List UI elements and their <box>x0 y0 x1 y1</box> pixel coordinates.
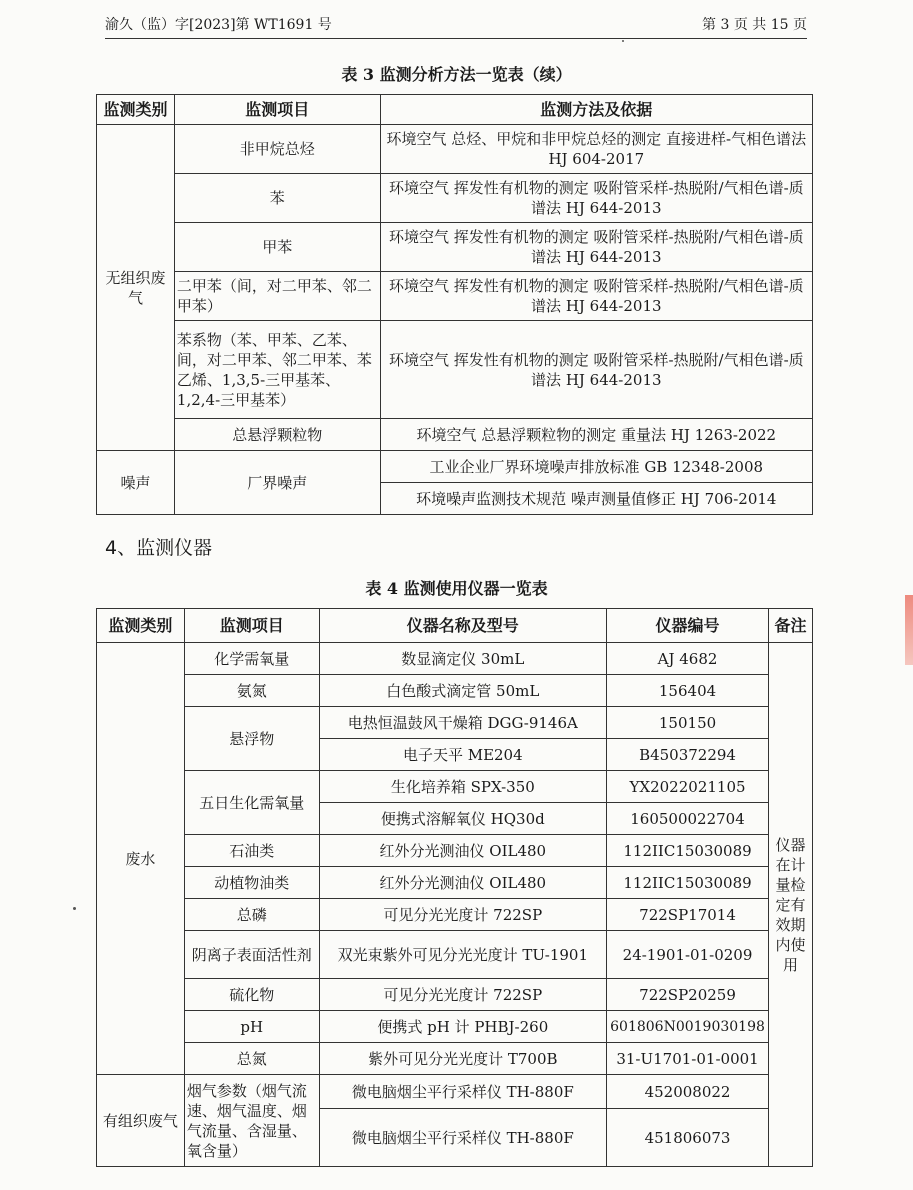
method-table <box>96 94 813 515</box>
instrument-cell: 微电脑烟尘平行采样仪 TH-880F <box>319 1075 606 1109</box>
method-cell: 环境空气 总烃、甲烷和非甲烷总烃的测定 直接进样-气相色谱法 HJ 604-2017 <box>380 125 812 174</box>
header-category: 监测类别 <box>97 609 185 643</box>
header-instrument: 仪器名称及型号 <box>319 609 606 643</box>
number-cell: 451806073 <box>607 1109 769 1167</box>
number-cell: B450372294 <box>607 739 769 771</box>
method-cell: 环境空气 挥发性有机物的测定 吸附管采样-热脱附/气相色谱-质谱法 HJ 644-2013 <box>380 223 812 272</box>
stamp-edge <box>905 595 913 665</box>
item-cell: 烟气参数（烟气流速、烟气温度、烟气流量、含湿量、氧含量） <box>184 1075 319 1167</box>
note-text: 仪器在计量检定有效期内使用 <box>775 835 806 974</box>
item-cell: 甲苯 <box>174 223 380 272</box>
item-cell: 总磷 <box>184 899 319 931</box>
number-cell: 601806N0019030198 <box>607 1011 769 1043</box>
item-cell: 动植物油类 <box>184 867 319 899</box>
number-cell: 160500022704 <box>607 803 769 835</box>
instrument-table <box>96 608 813 1167</box>
item-cell: 苯系物（苯、甲苯、乙苯、间，对二甲苯、邻二甲苯、苯乙烯、1,3,5-三甲基苯、1,2,4-三甲基苯） <box>174 321 380 419</box>
item-cell: 化学需氧量 <box>184 643 319 675</box>
table3-caption: 表 3 监测分析方法一览表（续） <box>341 65 572 84</box>
instrument-cell: 微电脑烟尘平行采样仪 TH-880F <box>319 1109 606 1167</box>
number-cell: 156404 <box>607 675 769 707</box>
item-cell: 总悬浮颗粒物 <box>174 419 380 451</box>
category-cell: 噪声 <box>97 451 175 515</box>
page-header <box>105 14 807 39</box>
item-cell: 非甲烷总烃 <box>174 125 380 174</box>
item-cell: 二甲苯（间，对二甲苯、邻二甲苯） <box>174 272 380 321</box>
item-cell: 氨氮 <box>184 675 319 707</box>
category-cell <box>97 125 175 451</box>
item-cell: 厂界噪声 <box>174 451 380 515</box>
page-number: 第 3 页 共 15 页 <box>702 17 807 33</box>
number-cell: 722SP17014 <box>607 899 769 931</box>
method-cell: 环境噪声监测技术规范 噪声测量值修正 HJ 706-2014 <box>380 483 812 515</box>
instrument-cell: 白色酸式滴定管 50mL <box>319 675 606 707</box>
number-cell: 150150 <box>607 707 769 739</box>
header-item: 监测项目 <box>174 95 380 125</box>
header-method: 监测方法及依据 <box>380 95 812 125</box>
instrument-cell: 便携式 pH 计 PHBJ-260 <box>319 1011 606 1043</box>
scan-speck <box>622 40 624 42</box>
number-cell: AJ 4682 <box>607 643 769 675</box>
scan-speck <box>73 907 76 910</box>
table4-caption: 表 4 监测使用仪器一览表 <box>365 579 548 598</box>
instrument-cell: 双光束紫外可见分光光度计 TU-1901 <box>319 931 606 979</box>
instrument-cell: 便携式溶解氧仪 HQ30d <box>319 803 606 835</box>
instrument-cell: 可见分光光度计 722SP <box>319 899 606 931</box>
item-cell: 五日生化需氧量 <box>184 771 319 835</box>
number-cell: 31-U1701-01-0001 <box>607 1043 769 1075</box>
report-number: 渝久（监）字[2023]第 WT1691 号 <box>105 17 332 33</box>
item-cell: 悬浮物 <box>184 707 319 771</box>
note-cell <box>769 643 813 1167</box>
number-cell: 112IIC15030089 <box>607 835 769 867</box>
number-cell: 452008022 <box>607 1075 769 1109</box>
category-cell: 有组织废气 <box>97 1075 185 1167</box>
item-cell: 苯 <box>174 174 380 223</box>
header-note: 备注 <box>769 609 813 643</box>
method-cell: 环境空气 挥发性有机物的测定 吸附管采样-热脱附/气相色谱-质谱法 HJ 644-2013 <box>380 321 812 419</box>
item-cell: 总氮 <box>184 1043 319 1075</box>
instrument-cell: 电子天平 ME204 <box>319 739 606 771</box>
instrument-cell: 可见分光光度计 722SP <box>319 979 606 1011</box>
instrument-cell: 红外分光测油仪 OIL480 <box>319 835 606 867</box>
number-cell: 24-1901-01-0209 <box>607 931 769 979</box>
item-cell: 硫化物 <box>184 979 319 1011</box>
item-cell: 阴离子表面活性剂 <box>184 931 319 979</box>
instrument-cell: 电热恒温鼓风干燥箱 DGG-9146A <box>319 707 606 739</box>
item-cell: 石油类 <box>184 835 319 867</box>
header-category: 监测类别 <box>97 95 175 125</box>
instrument-cell: 生化培养箱 SPX-350 <box>319 771 606 803</box>
instrument-cell: 数显滴定仪 30mL <box>319 643 606 675</box>
number-cell: 722SP20259 <box>607 979 769 1011</box>
number-cell: 112IIC15030089 <box>607 867 769 899</box>
item-cell: pH <box>184 1011 319 1043</box>
header-item: 监测项目 <box>184 609 319 643</box>
instrument-cell: 紫外可见分光光度计 T700B <box>319 1043 606 1075</box>
section-heading: 4、监测仪器 <box>105 537 213 559</box>
number-cell: YX2022021105 <box>607 771 769 803</box>
method-cell: 环境空气 总悬浮颗粒物的测定 重量法 HJ 1263-2022 <box>380 419 812 451</box>
method-cell: 工业企业厂界环境噪声排放标准 GB 12348-2008 <box>380 451 812 483</box>
category-label: 无组织废气 <box>105 268 166 307</box>
header-number: 仪器编号 <box>607 609 769 643</box>
method-cell: 环境空气 挥发性有机物的测定 吸附管采样-热脱附/气相色谱-质谱法 HJ 644-2013 <box>380 272 812 321</box>
category-cell: 废水 <box>97 643 185 1075</box>
instrument-cell: 红外分光测油仪 OIL480 <box>319 867 606 899</box>
method-cell: 环境空气 挥发性有机物的测定 吸附管采样-热脱附/气相色谱-质谱法 HJ 644-2013 <box>380 174 812 223</box>
